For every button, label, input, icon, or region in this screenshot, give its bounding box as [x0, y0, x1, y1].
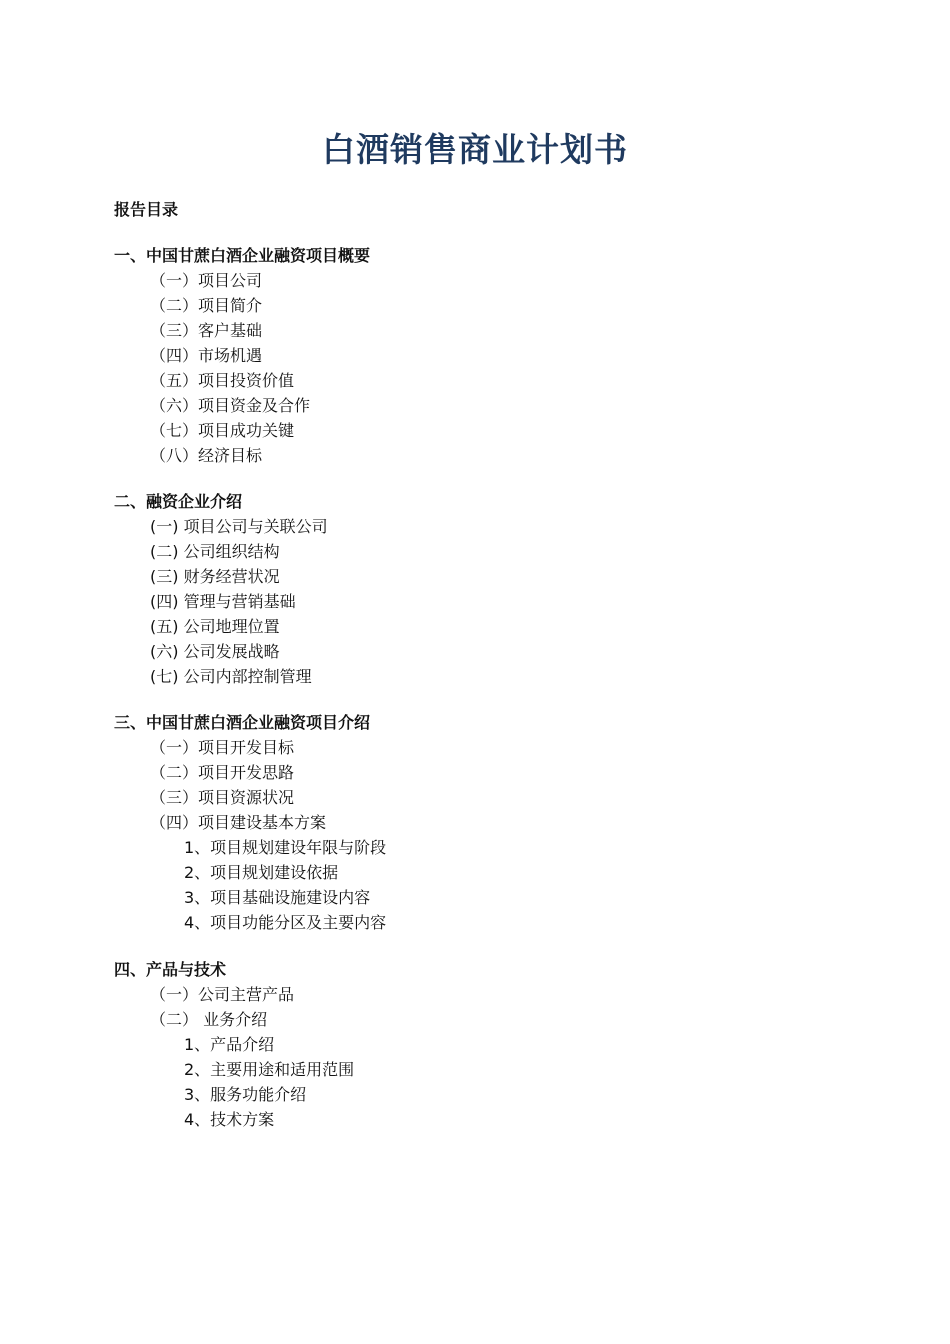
toc-heading: 报告目录	[114, 200, 179, 219]
toc-entry: （一）项目公司	[150, 271, 263, 290]
toc-entry: （六）项目资金及合作	[150, 396, 311, 415]
toc-entry: （五）项目投资价值	[150, 371, 295, 390]
toc-entry: （二）项目开发思路	[150, 763, 295, 782]
toc-entry: (七) 公司内部控制管理	[150, 667, 312, 686]
toc-section-title: 四、产品与技术	[114, 960, 227, 979]
toc-entry: (一) 项目公司与关联公司	[150, 517, 328, 536]
toc-section-3	[114, 710, 386, 935]
toc-entry: （三）项目资源状况	[150, 788, 295, 807]
toc-entry: 3、服务功能介绍	[184, 1085, 307, 1104]
toc-entry: 1、产品介绍	[184, 1035, 275, 1054]
toc-entry: （一）公司主营产品	[150, 985, 295, 1004]
document-title: 白酒销售商业计划书	[322, 130, 628, 169]
toc-section-title: 二、融资企业介绍	[114, 492, 243, 511]
toc-entry: (二) 公司组织结构	[150, 542, 280, 561]
toc-entry: （四）项目建设基本方案	[150, 813, 327, 832]
toc-entry: （八）经济目标	[150, 446, 263, 465]
toc-entry: （七）项目成功关键	[150, 421, 295, 440]
toc-entry: （一）项目开发目标	[150, 738, 295, 757]
toc-entry: (五) 公司地理位置	[150, 617, 280, 636]
toc-entry: (三) 财务经营状况	[150, 567, 280, 586]
toc-entry: （二） 业务介绍	[150, 1010, 268, 1029]
toc-entry: （三）客户基础	[150, 321, 263, 340]
toc-entry: 4、技术方案	[184, 1110, 275, 1129]
toc-entry: 4、项目功能分区及主要内容	[184, 913, 387, 932]
toc-entry: (六) 公司发展战略	[150, 642, 280, 661]
toc-section-4	[114, 957, 354, 1132]
toc-entry: 3、项目基础设施建设内容	[184, 888, 371, 907]
toc-entry: （二）项目简介	[150, 296, 263, 315]
toc-section-1	[114, 243, 370, 468]
toc-entry: 2、主要用途和适用范围	[184, 1060, 355, 1079]
toc-section-title: 三、中国甘蔗白酒企业融资项目介绍	[114, 713, 371, 732]
toc-entry: 1、项目规划建设年限与阶段	[184, 838, 387, 857]
toc-section-2	[114, 489, 328, 689]
toc-entry: (四) 管理与营销基础	[150, 592, 296, 611]
toc-entry: 2、项目规划建设依据	[184, 863, 339, 882]
toc-section-title: 一、中国甘蔗白酒企业融资项目概要	[114, 246, 371, 265]
toc-entry: （四）市场机遇	[150, 346, 263, 365]
